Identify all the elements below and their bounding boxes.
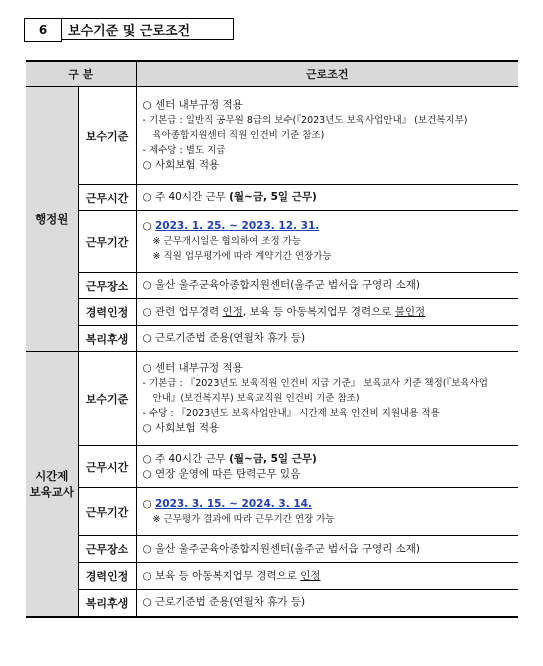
row-content: ○ 울산 울주군육아종합지원센터(울주군 범서읍 구영리 소재): [136, 536, 518, 563]
table-row: [26, 488, 518, 536]
row-label: 복리후생: [78, 590, 136, 617]
row-label: 근무기간: [78, 211, 136, 273]
row-label: 경력인정: [78, 563, 136, 590]
row-label: 근무기간: [78, 488, 136, 536]
row-content: ○ 센터 내부규정 적용 - 기본급 : 일반직 공무원 8급의 보수(『2023년도 보육사업안내』 (보건복지부) 육아종합지원센터 직원 인건비 기준 참조) - 제수당 : 별도 지급 ○ 사회보험 적용: [136, 87, 518, 185]
row-label: 경력인정: [78, 299, 136, 326]
table-row: [26, 590, 518, 617]
period-dates: 2023. 1. 25. ~ 2023. 12. 31.: [155, 220, 320, 232]
table-row: [26, 352, 518, 446]
row-content: ○ 주 40시간 근무 (월~금, 5일 근무): [136, 185, 518, 211]
table-row: [26, 273, 518, 299]
table-row: [26, 211, 518, 273]
table-header-row: [26, 61, 518, 87]
table-row: [26, 563, 518, 590]
row-content: ○ 관련 업무경력 인정, 보육 등 아동복지업무 경력으로 불인정: [136, 299, 518, 326]
table-row: [26, 446, 518, 488]
group-admin: 행정원: [26, 87, 78, 352]
row-label: 근무시간: [78, 185, 136, 211]
row-label: 근무장소: [78, 536, 136, 563]
row-content: ○ 2023. 1. 25. ~ 2023. 12. 31. ※ 근무개시일은 협의하여 조정 가능 ※ 직원 업무평가에 따라 계약기간 연장가능: [136, 211, 518, 273]
table-row: [26, 185, 518, 211]
table-row: [26, 87, 518, 185]
section-title: 보수기준 및 근로조건: [62, 18, 234, 40]
row-content: ○ 울산 울주군육아종합지원센터(울주군 범서읍 구영리 소재): [136, 273, 518, 299]
row-content: ○ 근로기준법 준용(연월차 휴가 등): [136, 326, 518, 352]
row-label: 복리후생: [78, 326, 136, 352]
conditions-table: [26, 60, 518, 618]
table-row: [26, 299, 518, 326]
row-label: 보수기준: [78, 87, 136, 185]
row-content: ○ 센터 내부규정 적용 - 기본급 : 『2023년도 보육직원 인건비 지급 기준』 보육교사 기준 책정(『보육사업 안내』(보건복지부) 보육교직원 인건비 기준 참조) - 수당 : 『2023년도 보육사업안내』 시간제 보육 인건비 지원내용 적용 ○ 사회보험 적용: [136, 352, 518, 446]
header-category: 구 분: [26, 61, 136, 87]
row-label: 근무시간: [78, 446, 136, 488]
table-row: [26, 326, 518, 352]
table-row: [26, 536, 518, 563]
header-conditions: 근로조건: [136, 61, 518, 87]
row-content: ○ 2023. 3. 15. ~ 2024. 3. 14. ※ 근무평가 결과에 따라 근무기간 연장 가능: [136, 488, 518, 536]
row-content: ○ 근로기준법 준용(연월차 휴가 등): [136, 590, 518, 617]
row-label: 근무장소: [78, 273, 136, 299]
row-label: 보수기준: [78, 352, 136, 446]
group-part-time-teacher: 시간제 보육교사: [26, 352, 78, 617]
row-content: ○ 보육 등 아동복지업무 경력으로 인정: [136, 563, 518, 590]
row-content: ○ 주 40시간 근무 (월~금, 5일 근무) ○ 연장 운영에 따른 탄력근무 있음: [136, 446, 518, 488]
section-header: [24, 18, 234, 42]
period-dates: 2023. 3. 15. ~ 2024. 3. 14.: [155, 497, 312, 510]
section-number: 6: [24, 18, 62, 42]
